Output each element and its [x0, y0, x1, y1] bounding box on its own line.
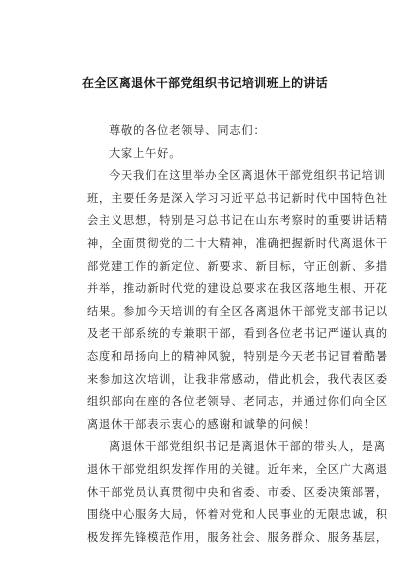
- paragraph-line: 极发挥先锋模范作用，服务社会、服务群众、服务基层，: [87, 530, 388, 544]
- paragraph-line: 休干部党员认真贯彻中央和省委、市委、区委决策部署，: [87, 485, 388, 499]
- paragraph-line: 态度和昂扬向上的精神风貌，特别是今天老书记冒着酷暑: [87, 349, 388, 363]
- paragraph-intro: [87, 165, 388, 436]
- paragraph-role: [87, 436, 388, 549]
- paragraph-line: 及老干部系统的专兼职干部，看到各位老书记严谨认真的: [87, 327, 388, 341]
- paragraph-line: 离退休干部表示衷心的感谢和诚挚的问候！: [87, 417, 316, 431]
- paragraph-line: 结果。参加今天培训的有全区各离退休干部党支部书记以: [87, 304, 388, 318]
- paragraph-line: 大家上午好。: [109, 146, 182, 160]
- paragraph-line: 神，全面贯彻党的二十大精神，准确把握新时代离退休干: [87, 236, 388, 250]
- paragraph-line: 部党建工作的新定位、新要求、新目标，守正创新、多措: [87, 259, 388, 273]
- paragraph-salutation: [87, 120, 351, 143]
- paragraph-line: 今天我们在这里举办全区离退休干部党组织书记培训: [109, 169, 386, 183]
- paragraph-line: 围绕中心服务大局，怀着对党和人民事业的无限忠诚，积: [87, 508, 388, 522]
- paragraph-line: 班，主要任务是深入学习习近平总书记新时代中国特色社: [87, 191, 388, 205]
- paragraph-greeting: [87, 143, 351, 166]
- document-body: [87, 120, 388, 549]
- paragraph-line: 离退休干部党组织书记是离退休干部的带头人，是离: [109, 440, 386, 454]
- paragraph-line: 组织部向在座的各位老领导、老同志，并通过你们向全区: [87, 395, 388, 409]
- paragraph-line: 会主义思想，特别是习总书记在山东考察时的重要讲话精: [87, 214, 388, 228]
- paragraph-line: 退休干部党组织发挥作用的关键。近年来，全区广大离退: [87, 462, 388, 476]
- paragraph-line: 来参加这次培训，让我非常感动，借此机会，我代表区委: [87, 372, 388, 386]
- paragraph-line: 尊敬的各位老领导、同志们：: [109, 124, 266, 137]
- paragraph-line: 并举，推动新时代党的建设总要求在我区落地生根、开花: [87, 282, 388, 296]
- document-title: 在全区离退休干部党组织书记培训班上的讲话: [81, 76, 328, 90]
